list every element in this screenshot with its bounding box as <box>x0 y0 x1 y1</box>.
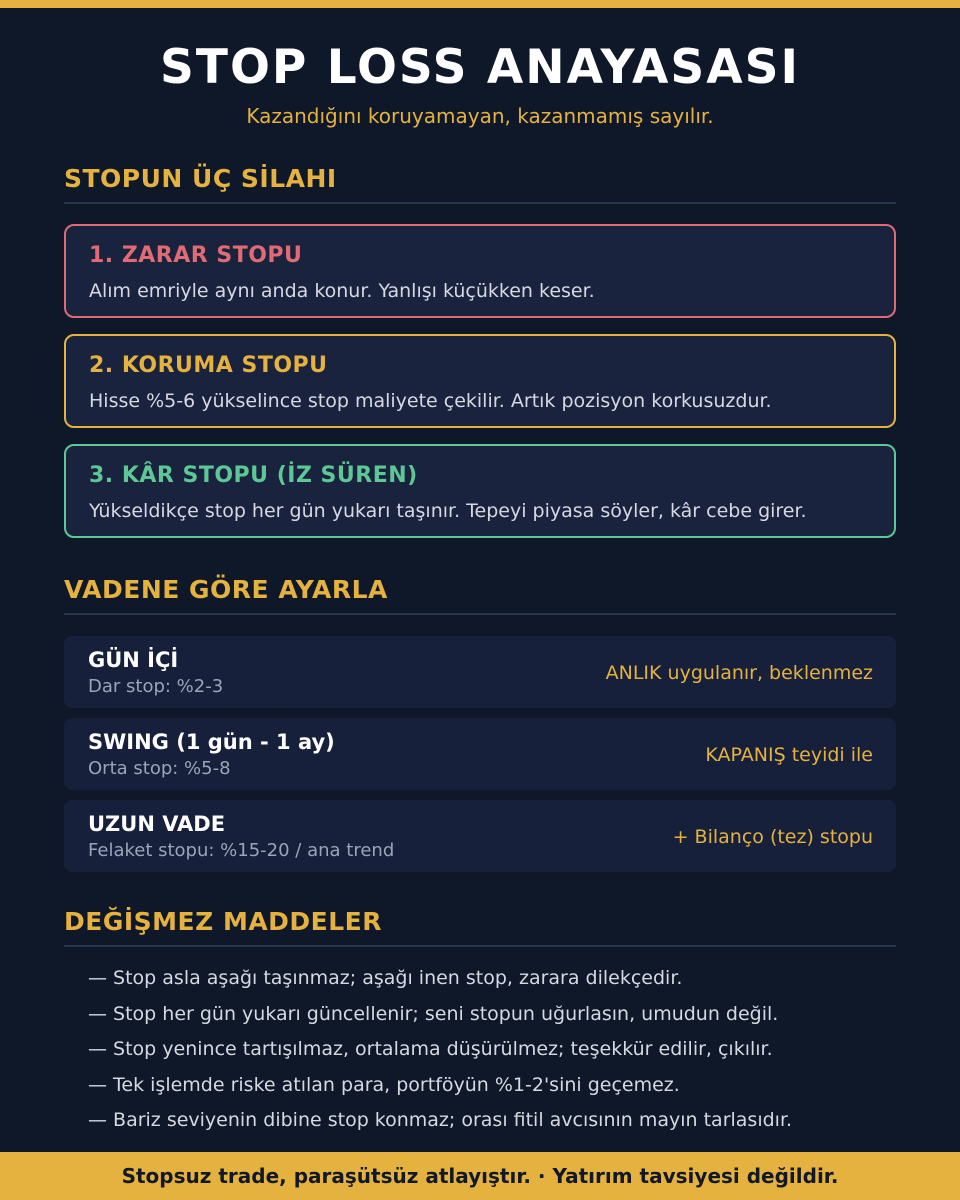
weapon-card-trailing-stop <box>64 444 896 538</box>
term-rule: ANLIK uygulanır, beklenmez <box>605 662 873 684</box>
term-rule: + Bilanço (tez) stopu <box>672 826 873 848</box>
top-accent-bar <box>0 0 960 8</box>
weapon-card-title: 3. KÂR STOPU (İZ SÜREN) <box>89 463 418 488</box>
rule-item: — Tek işlemde riske atılan para, portföyün %1-2'sini geçemez. <box>88 1073 680 1096</box>
footer-banner: Stopsuz trade, paraşütsüz atlayıştır. · Yatırım tavsiyesi değildir. <box>0 1152 960 1200</box>
term-stop-range: Orta stop: %5-8 <box>88 758 231 779</box>
rule-item: — Bariz seviyenin dibine stop konmaz; orası fitil avcısının mayın tarlasıdır. <box>88 1109 793 1131</box>
weapon-card-description: Hisse %5-6 yükselince stop maliyete çekilir. Artık pozisyon korkusuzdur. <box>89 390 772 412</box>
term-row-long-term <box>64 800 896 872</box>
rule-item: — Stop yenince tartışılmaz, ortalama düşürülmez; teşekkür edilir, çıkılır. <box>88 1038 773 1060</box>
term-stop-range: Dar stop: %2-3 <box>88 676 224 697</box>
rule-item: — Stop her gün yukarı güncellenir; seni stopun uğurlasın, umudun değil. <box>88 1002 779 1025</box>
weapon-card-title: 2. KORUMA STOPU <box>89 353 328 378</box>
rule-item: — Stop asla aşağı taşınmaz; aşağı inen stop, zarara dilekçedir. <box>88 967 683 989</box>
weapon-card-loss-stop <box>64 224 896 318</box>
weapon-card-description: Yükseldikçe stop her gün yukarı taşınır. Tepeyi piyasa söyler, kâr cebe girer. <box>89 500 807 522</box>
rules-list <box>88 961 908 1139</box>
section-heading-weapons: STOPUN ÜÇ SİLAHI <box>64 164 896 204</box>
term-name: GÜN İÇİ <box>88 648 179 672</box>
term-name: UZUN VADE <box>88 812 226 836</box>
section-heading-terms: VADENE GÖRE AYARLA <box>64 575 896 615</box>
weapon-card-title: 1. ZARAR STOPU <box>89 243 303 268</box>
weapon-card-protection-stop <box>64 334 896 428</box>
term-stop-range: Felaket stopu: %15-20 / ana trend <box>88 840 395 861</box>
page-subtitle: Kazandığını koruyamayan, kazanmamış sayılır. <box>246 104 714 128</box>
weapon-card-description: Alım emriyle aynı anda konur. Yanlışı küçükken keser. <box>89 280 595 302</box>
term-rule: KAPANIŞ teyidi ile <box>705 744 873 766</box>
page-title: STOP LOSS ANAYASASI <box>160 40 800 95</box>
term-name: SWING (1 gün - 1 ay) <box>88 730 335 754</box>
term-row-swing <box>64 718 896 790</box>
term-row-intraday <box>64 636 896 708</box>
section-heading-rules: DEĞİŞMEZ MADDELER <box>64 907 896 947</box>
